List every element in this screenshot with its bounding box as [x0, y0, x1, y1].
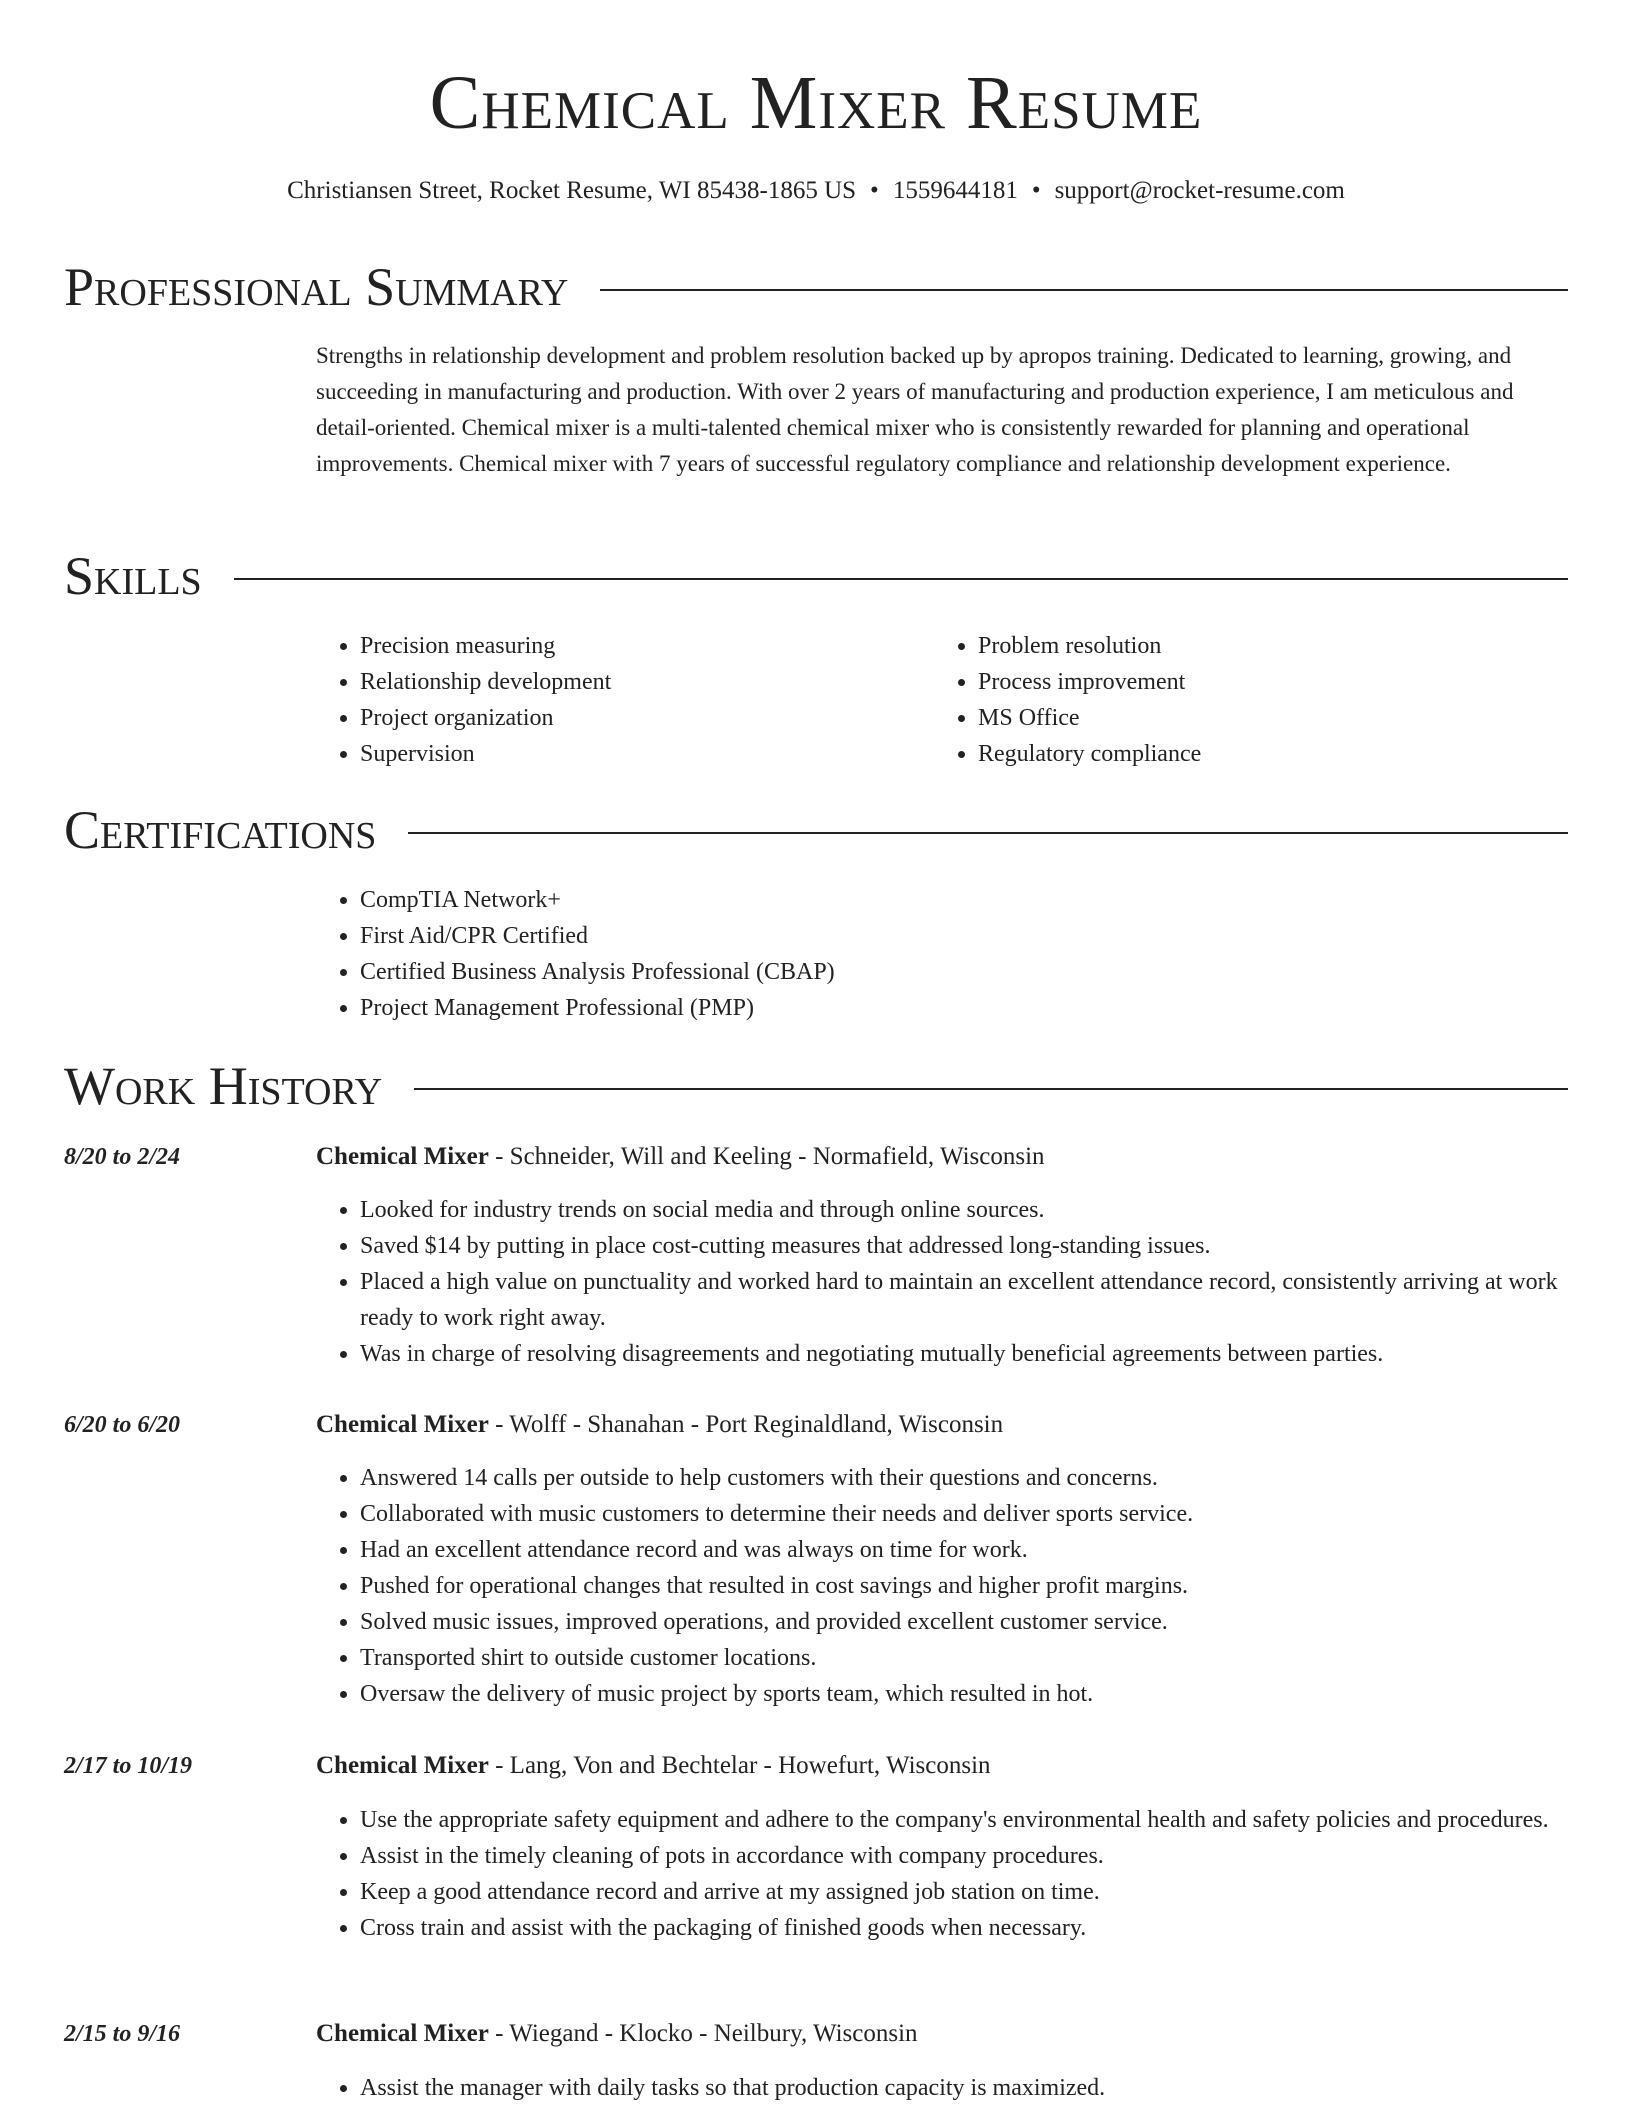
resume-title: Chemical Mixer Resume	[429, 61, 1203, 145]
skill-item: • Problem resolution	[978, 628, 1494, 664]
job-employer-location: - Wiegand - Klocko - Neilbury, Wisconsin	[488, 2020, 918, 2047]
section-title-summary: Professional Summary	[64, 257, 569, 317]
job-duty-item: • Oversaw the delivery of music project by sports team, which resulted in hot.	[360, 1676, 1568, 1712]
job-duties-list	[316, 1460, 1568, 1712]
job-employer-location: - Schneider, Will and Keeling - Normafield, Wisconsin	[488, 1143, 1045, 1170]
job-title-line	[316, 1407, 1568, 1443]
summary-section-header	[64, 257, 1568, 317]
job-title-line	[316, 2016, 1568, 2052]
skill-item: • MS Office	[978, 700, 1494, 736]
contact-email: support@rocket-resume.com	[1054, 177, 1345, 204]
section-title-work-history: Work History	[64, 1056, 383, 1116]
section-divider	[234, 578, 1568, 580]
skill-item: • Precision measuring	[360, 628, 876, 664]
job-dates: 6/20 to 6/20	[64, 1412, 181, 1438]
skills-list-left	[316, 628, 876, 772]
certification-item: • First Aid/CPR Certified	[360, 918, 1316, 954]
job-title-line	[316, 1748, 1568, 1784]
certifications-block	[316, 882, 1316, 1026]
skills-column-right	[934, 628, 1494, 772]
certification-item: • CompTIA Network+	[360, 882, 1316, 918]
job-duty-item: • Saved $14 by putting in place cost-cutting measures that addressed long-standing issues.	[360, 1228, 1568, 1264]
work-history-section-header	[64, 1056, 1568, 1116]
job-duties	[316, 2070, 1568, 2106]
section-title-skills: Skills	[64, 546, 202, 606]
job-duty-item: • Pushed for operational changes that resulted in cost savings and higher profit margins.	[360, 1568, 1568, 1604]
certifications-section-header	[64, 800, 1568, 860]
job-dates: 2/15 to 9/16	[64, 2021, 181, 2047]
job-duties	[316, 1192, 1568, 1372]
skills-column-left	[316, 628, 876, 772]
job-role: Chemical Mixer	[316, 2020, 489, 2047]
job-duties	[316, 1802, 1568, 1946]
job-duty-item: • Assist the manager with daily tasks so that production capacity is maximized.	[360, 2070, 1568, 2106]
job-employer-location: - Lang, Von and Bechtelar - Howefurt, Wisconsin	[488, 1752, 991, 1779]
job-duties	[316, 1460, 1568, 1712]
job-duty-item: • Placed a high value on punctuality and worked hard to maintain an excellent attendance record, consistently arriving at work ready to work right away.	[360, 1264, 1568, 1336]
section-divider	[600, 289, 1568, 291]
job-dates: 8/20 to 2/24	[64, 1144, 181, 1170]
job-duty-item: • Transported shirt to outside customer locations.	[360, 1640, 1568, 1676]
contact-address: Christiansen Street, Rocket Resume, WI 85438-1865 US	[287, 177, 857, 204]
job-duty-item: • Solved music issues, improved operations, and provided excellent customer service.	[360, 1604, 1568, 1640]
job-duties-list	[316, 2070, 1568, 2106]
section-title-certifications: Certifications	[64, 800, 377, 860]
job-dates: 2/17 to 10/19	[64, 1753, 193, 1779]
job-role: Chemical Mixer	[316, 1752, 489, 1779]
contact-separator: •	[870, 177, 879, 204]
job-duty-item: • Looked for industry trends on social media and through online sources.	[360, 1192, 1568, 1228]
skills-section-header	[64, 546, 1568, 606]
job-duties-list	[316, 1802, 1568, 1946]
job-duty-item: • Cross train and assist with the packaging of finished goods when necessary.	[360, 1910, 1568, 1946]
certifications-list	[316, 882, 1316, 1026]
certification-item: • Project Management Professional (PMP)	[360, 990, 1316, 1026]
skill-item: • Regulatory compliance	[978, 736, 1494, 772]
job-role: Chemical Mixer	[316, 1411, 489, 1438]
skill-item: • Supervision	[360, 736, 876, 772]
skill-item: • Project organization	[360, 700, 876, 736]
job-duty-item: • Keep a good attendance record and arrive at my assigned job station on time.	[360, 1874, 1568, 1910]
job-duty-item: • Assist in the timely cleaning of pots in accordance with company procedures.	[360, 1838, 1568, 1874]
job-title-line	[316, 1139, 1568, 1175]
job-employer-location: - Wolff - Shanahan - Port Reginaldland, Wisconsin	[488, 1411, 1004, 1438]
job-duty-item: • Collaborated with music customers to determine their needs and deliver sports service.	[360, 1496, 1568, 1532]
job-duty-item: • Use the appropriate safety equipment and adhere to the company's environmental health and safety policies and procedures.	[360, 1802, 1568, 1838]
job-duties-list	[316, 1192, 1568, 1372]
contact-separator: •	[1031, 177, 1041, 204]
job-role: Chemical Mixer	[316, 1143, 489, 1170]
job-duty-item: • Answered 14 calls per outside to help customers with their questions and concerns.	[360, 1460, 1568, 1496]
contact-line	[0, 174, 1632, 208]
section-divider	[408, 832, 1568, 834]
job-duty-item: • Had an excellent attendance record and was always on time for work.	[360, 1532, 1568, 1568]
certification-item: • Certified Business Analysis Professional (CBAP)	[360, 954, 1316, 990]
section-divider	[414, 1088, 1568, 1090]
skills-list-right	[934, 628, 1494, 772]
skill-item: • Relationship development	[360, 664, 876, 700]
job-duty-item: • Was in charge of resolving disagreements and negotiating mutually beneficial agreements between parties.	[360, 1336, 1568, 1372]
contact-phone: 1559644181	[892, 177, 1018, 204]
skill-item: • Process improvement	[978, 664, 1494, 700]
summary-text: Strengths in relationship development and problem resolution backed up by apropos training. Dedicated to learning, growing, and succeeding in manufacturing and production. With over 2 years of manufacturing and production experience, I am meticulous and detail-oriented. Chemical mixer is a multi-talented chemical mixer who is consistently rewarded for planning and operational improvements. Chemical mixer with 7 years of successful regulatory compliance and relationship development experience.	[316, 343, 1514, 476]
